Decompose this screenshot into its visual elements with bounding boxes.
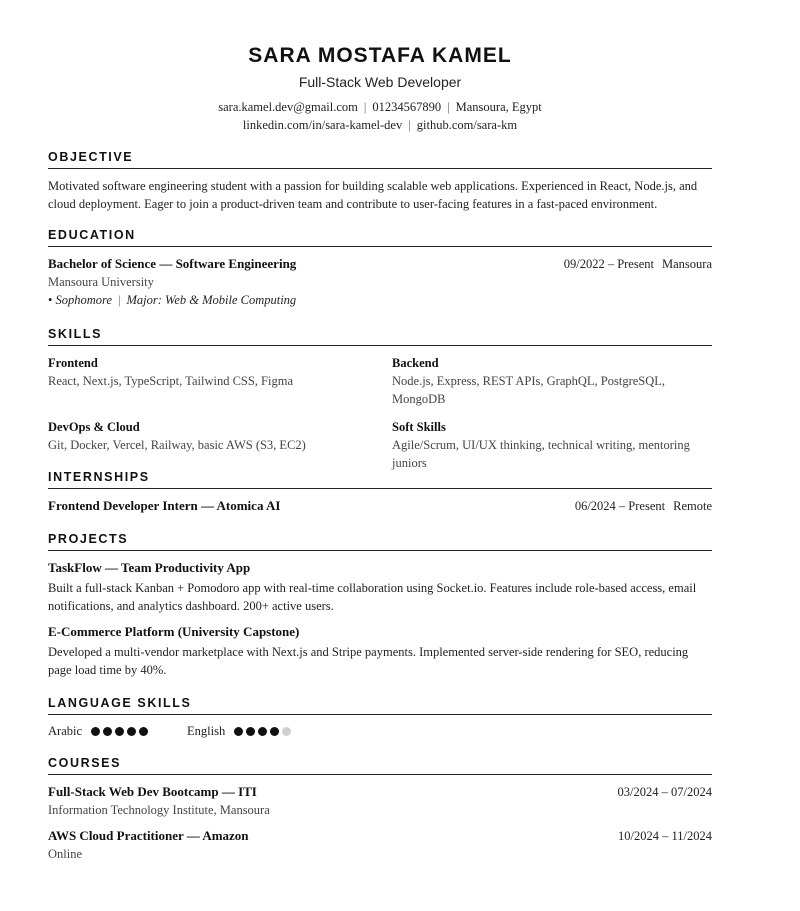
level-dot-filled [115, 727, 124, 736]
course-dates: 03/2024 – 07/2024 [617, 785, 712, 799]
level-dot-filled [258, 727, 267, 736]
level-dot-filled [139, 727, 148, 736]
language-skills-section [48, 695, 712, 739]
education-year: Sophomore [55, 293, 112, 307]
skills-section [48, 326, 712, 472]
education-location: Mansoura [662, 257, 712, 271]
education-section [48, 227, 712, 309]
bullet: • [48, 293, 53, 307]
internship-meta [575, 499, 712, 514]
school-name: Mansoura University [48, 275, 154, 289]
course-title: Full-Stack Web Dev Bootcamp — ITI [48, 784, 257, 799]
project-item [48, 623, 712, 679]
skills-grid [48, 354, 712, 472]
internship-role: Frontend Developer Intern — Atomica AI [48, 498, 281, 513]
project-description: Developed a multi-vendor marketplace with Next.js and Stripe payments. Implemented server-side rendering for SEO, reducing page load time by 40%. [48, 645, 689, 677]
section-heading: COURSES [48, 755, 712, 775]
degree-title: Bachelor of Science — Software Engineering [48, 256, 297, 271]
linkedin-text: linkedin.com/in/sara-kamel-dev [242, 118, 403, 132]
level-dot-filled [103, 727, 112, 736]
contact-line-1 [48, 99, 712, 115]
internship-dates: 06/2024 – Present [574, 499, 666, 513]
section-heading: PROJECTS [48, 531, 712, 551]
level-dot-filled [246, 727, 255, 736]
skill-group-title: DevOps & Cloud [48, 420, 140, 434]
separator: | [363, 100, 367, 114]
separator: | [408, 118, 411, 132]
skill-group [392, 354, 712, 408]
project-item [48, 559, 712, 615]
section-heading: LANGUAGE SKILLS [48, 695, 712, 715]
project-title: TaskFlow — Team Productivity App [48, 560, 251, 575]
skill-group-items: React, Next.js, TypeScript, Tailwind CSS, Figma [48, 374, 294, 388]
candidate-name: SARA MOSTAFA KAMEL [248, 44, 512, 67]
internship-entry [48, 497, 712, 515]
level-dot-empty [282, 727, 291, 736]
github-text: github.com/sara-km [416, 118, 518, 132]
project-title: E-Commerce Platform (University Capstone) [48, 624, 300, 639]
course-item [48, 783, 712, 819]
phone-text: 01234567890 [372, 100, 442, 114]
candidate-title: Full-Stack Web Developer [298, 74, 462, 90]
skill-group-items: Agile/Scrum, UI/UX thinking, technical writing, mentoring juniors [392, 438, 690, 470]
skill-group-title: Soft Skills [392, 420, 446, 434]
skill-group-title: Frontend [48, 356, 98, 370]
education-major: Major: Web & Mobile Computing [126, 293, 297, 307]
language-level-dots [234, 727, 294, 736]
email-text: sara.kamel.dev@gmail.com [218, 100, 358, 114]
education-dates: 09/2022 – Present [563, 257, 654, 271]
level-dot-filled [270, 727, 279, 736]
level-dot-filled [91, 727, 100, 736]
objective-text: Motivated software engineering student with a passion for building scalable web applications. Experienced in React, Node.js, and cloud deployment. Eager to join a product-driven team and contribute to user-facing features in a fast-paced environment. [48, 179, 698, 211]
separator: | [118, 293, 121, 307]
contact-line-2 [48, 117, 712, 133]
section-heading: OBJECTIVE [48, 149, 712, 169]
internships-section [48, 469, 712, 515]
courses-section [48, 755, 712, 863]
skill-group-items: Node.js, Express, REST APIs, GraphQL, PostgreSQL, MongoDB [392, 374, 666, 406]
language-name: English [187, 724, 226, 738]
education-detail [48, 291, 712, 309]
education-meta [564, 257, 712, 272]
language-item [187, 724, 294, 739]
course-title: AWS Cloud Practitioner — Amazon [48, 828, 249, 843]
section-heading: SKILLS [48, 326, 712, 346]
skill-group-items: Git, Docker, Vercel, Railway, basic AWS (S3, EC2) [48, 438, 306, 452]
separator: | [447, 100, 450, 114]
location-text: Mansoura, Egypt [455, 100, 542, 114]
section-heading: EDUCATION [48, 227, 712, 247]
skill-group [48, 418, 392, 472]
language-item [48, 724, 151, 739]
level-dot-filled [234, 727, 243, 736]
level-dot-filled [127, 727, 136, 736]
internship-location: Remote [673, 499, 712, 513]
skill-group-title: Backend [392, 356, 439, 370]
course-dates: 10/2024 – 11/2024 [618, 829, 712, 843]
course-org: Information Technology Institute, Mansoura [48, 803, 270, 817]
education-entry [48, 255, 712, 273]
language-level-dots [91, 727, 151, 736]
section-heading: INTERNSHIPS [48, 469, 712, 489]
skill-group [48, 354, 392, 408]
projects-section [48, 531, 712, 679]
project-description: Built a full-stack Kanban + Pomodoro app with real-time collaboration using Socket.io. Features include role-based access, email notifications, and analytics dashboard. 200+ active users. [48, 581, 697, 613]
course-org: Online [48, 847, 83, 861]
language-name: Arabic [48, 724, 83, 738]
course-item [48, 827, 712, 863]
objective-section [48, 149, 712, 213]
language-list [48, 724, 712, 739]
skill-group [392, 418, 712, 472]
